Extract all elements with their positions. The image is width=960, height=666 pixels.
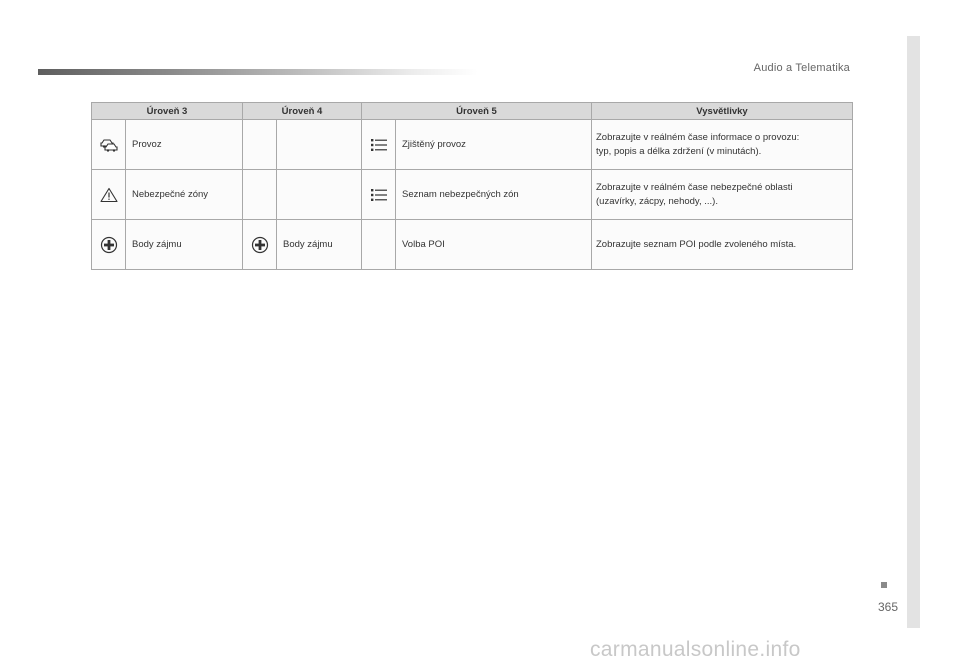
level5-cell: [362, 220, 592, 270]
page-number: 365: [878, 600, 899, 614]
header-gradient-bar: [38, 69, 478, 75]
level5-label: Seznam nebezpečných zón: [402, 189, 519, 200]
description-line: (uzavírky, zácpy, nehody, ...).: [596, 195, 718, 207]
page-side-tab: [907, 36, 920, 628]
traffic-icon: [92, 120, 126, 169]
table-row: [92, 120, 853, 170]
list-icon: [362, 170, 396, 219]
list-icon: [362, 120, 396, 169]
empty-icon-slot: [243, 170, 277, 219]
description-cell: [592, 220, 853, 270]
level5-cell: [362, 170, 592, 220]
level4-cell: [243, 220, 362, 270]
description-cell: [592, 170, 853, 220]
level4-label: Body zájmu: [283, 239, 333, 250]
menu-levels-table: [91, 102, 853, 270]
poi-plus-icon: [92, 220, 126, 269]
description-line: Zobrazujte v reálném čase nebezpečné oblasti: [596, 181, 793, 193]
section-title: Audio a Telematika: [753, 62, 850, 74]
description-cell: [592, 120, 853, 170]
level5-label: Volba POI: [402, 239, 445, 250]
page-marker: [881, 582, 887, 588]
warning-icon: [92, 170, 126, 219]
level3-label: Body zájmu: [132, 239, 182, 250]
column-header-level5: Úroveň 5: [362, 103, 592, 120]
empty-icon-slot: [243, 120, 277, 169]
empty-icon-slot: [362, 220, 396, 269]
level3-label: Provoz: [132, 139, 162, 150]
table-row: [92, 170, 853, 220]
level5-cell: [362, 120, 592, 170]
level3-cell: [92, 220, 243, 270]
level3-label: Nebezpečné zóny: [132, 189, 209, 200]
level4-cell: [243, 120, 362, 170]
column-header-explanations: Vysvětlivky: [592, 103, 853, 120]
description-line: Zobrazujte seznam POI podle zvoleného místa.: [596, 238, 797, 250]
description-line: typ, popis a délka zdržení (v minutách).: [596, 145, 762, 157]
table-header-row: [92, 103, 853, 120]
table-row: [92, 220, 853, 270]
description-line: Zobrazujte v reálném čase informace o provozu:: [596, 131, 800, 143]
column-header-level4: Úroveň 4: [243, 103, 362, 120]
level3-cell: [92, 170, 243, 220]
column-header-level3: Úroveň 3: [92, 103, 243, 120]
level3-cell: [92, 120, 243, 170]
level4-cell: [243, 170, 362, 220]
poi-plus-icon: [243, 220, 277, 269]
level5-label: Zjištěný provoz: [402, 139, 466, 150]
watermark: carmanualsonline.info: [590, 638, 801, 661]
